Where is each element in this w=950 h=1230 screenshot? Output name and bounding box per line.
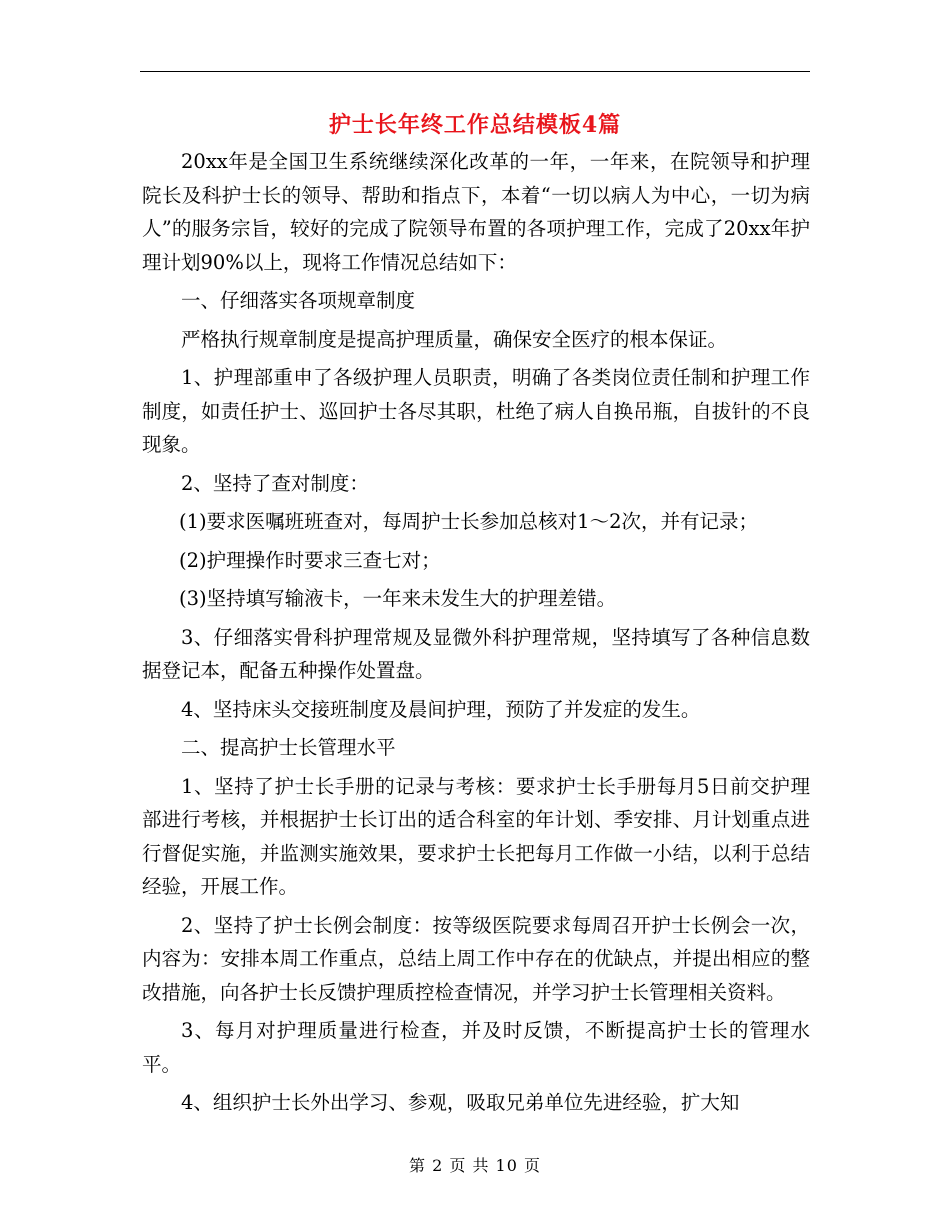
list-item: 3、仔细落实骨科护理常规及显微外科护理常规，坚持填写了各种信息数据登记本，配备五种操作处置盘。 [142,625,810,682]
page-number: 第 2 页 共 10 页 [409,1156,541,1175]
list-item: 2、坚持了护士长例会制度：按等级医院要求每周召开护士长例会一次，内容为：安排本周工作重点，总结上周工作中存在的优缺点，并提出相应的整改措施，向各护士长反馈护理质控检查情况，并学习护士长管理相关资料。 [142,913,810,1004]
sub-list-item: (2)护理操作时要求三查七对； [179,548,441,572]
paragraph: 严格执行规章制度是提高护理质量，确保安全医疗的根本保证。 [181,327,728,351]
list-item: 4、组织护士长外出学习、参观，吸取兄弟单位先进经验，扩大知 [181,1091,740,1114]
list-item: 1、护理部重申了各级护理人员职责，明确了各类岗位责任制和护理工作制度，如责任护士、巡回护士各尽其职，杜绝了病人自换吊瓶，自拔针的不良现象。 [142,366,810,456]
list-item: 1、坚持了护士长手册的记录与考核：要求护士长手册每月5日前交护理部进行考核，并根据护士长订出的适合科室的年计划、季安排、月计划重点进行督促实施，并监测实施效果，要求护士长把每月工作做一小结，以利于总结经验，开展工作。 [142,774,810,898]
list-item: 2、坚持了查对制度： [181,471,369,495]
list-item: 3、每月对护理质量进行检查，并及时反馈，不断提高护士长的管理水平。 [142,1019,810,1076]
document-title: 护士长年终工作总结模板4篇 [328,112,622,138]
header-rule [140,71,810,72]
section-heading-2: 二、提高护士长管理水平 [181,736,396,759]
intro-paragraph: 20xx年是全国卫生系统继续深化改革的一年，一年来，在院领导和护理院长及科护士长的领导、帮助和指点下，本着“一切以病人为中心，一切为病人”的服务宗旨，较好的完成了院领导布置的各项护理工作，完成了20xx年护理计划90%以上，现将工作情况总结如下： [142,150,810,274]
section-heading-1: 一、仔细落实各项规章制度 [181,289,416,312]
list-item: 4、坚持床头交接班制度及晨间护理，预防了并发症的发生。 [181,697,701,721]
sub-list-item: (1)要求医嘱班班查对，每周护士长参加总核对1～2次，并有记录； [179,510,758,533]
document-body [142,145,810,1120]
sub-list-item: (3)坚持填写输液卡，一年来未发生大的护理差错。 [179,587,617,610]
